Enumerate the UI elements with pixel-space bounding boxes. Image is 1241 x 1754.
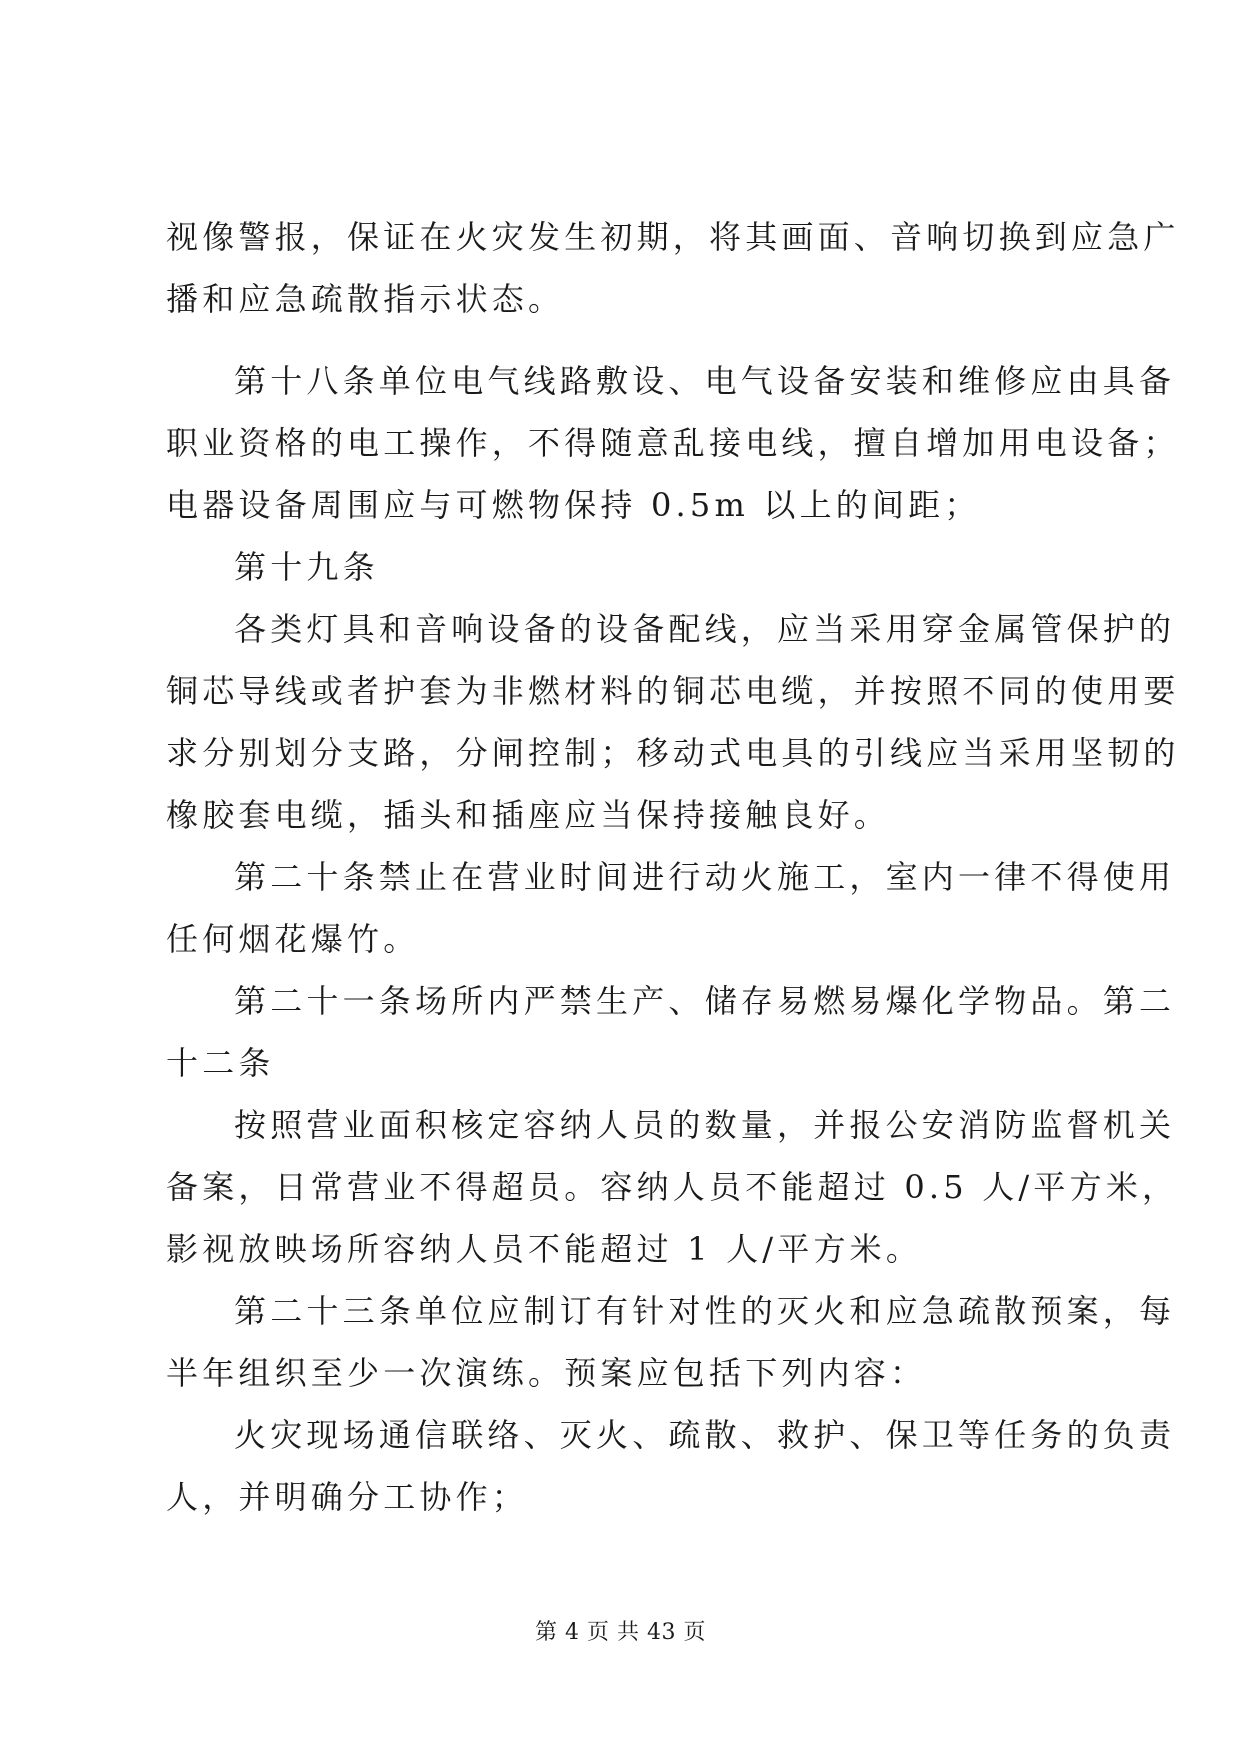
text-line: 第十九条	[234, 548, 379, 586]
text-line: 视像警报，保证在火灾发生初期，将其画面、音响切换到应急广	[166, 218, 1180, 256]
text-line: 各类灯具和音响设备的设备配线，应当采用穿金属管保护的	[234, 610, 1176, 648]
text-line: 橡胶套电缆，插头和插座应当保持接触良好。	[166, 796, 891, 834]
text-line: 人，并明确分工协作；	[166, 1478, 529, 1516]
text-line: 十二条	[166, 1044, 275, 1082]
text-line: 任何烟花爆竹。	[166, 920, 420, 958]
text-line: 铜芯导线或者护套为非燃材料的铜芯电缆，并按照不同的使用要	[166, 672, 1180, 710]
text-line: 第二十一条场所内严禁生产、储存易燃易爆化学物品。第二	[234, 982, 1176, 1020]
text-line: 按照营业面积核定容纳人员的数量，并报公安消防监督机关	[234, 1106, 1176, 1144]
text-line: 职业资格的电工操作，不得随意乱接电线，擅自增加用电设备；	[166, 424, 1180, 462]
text-line: 第二十三条单位应制订有针对性的灭火和应急疏散预案，每	[234, 1292, 1176, 1330]
text-line: 第二十条禁止在营业时间进行动火施工，室内一律不得使用	[234, 858, 1176, 896]
text-line: 第十八条单位电气线路敷设、电气设备安装和维修应由具备	[234, 362, 1176, 400]
page-number-footer: 第 4 页 共 43 页	[535, 1620, 706, 1645]
text-line: 半年组织至少一次演练。预案应包括下列内容：	[166, 1354, 927, 1392]
text-line: 电器设备周围应与可燃物保持 0.5m 以上的间距；	[166, 486, 981, 524]
text-line: 播和应急疏散指示状态。	[166, 280, 565, 318]
text-line: 影视放映场所容纳人员不能超过 1 人/平方米。	[166, 1230, 923, 1268]
text-line: 备案，日常营业不得超员。容纳人员不能超过 0.5 人/平方米，	[166, 1168, 1179, 1206]
text-line: 火灾现场通信联络、灭火、疏散、救护、保卫等任务的负责	[234, 1416, 1176, 1454]
text-line: 求分别划分支路，分闸控制；移动式电具的引线应当采用坚韧的	[166, 734, 1180, 772]
